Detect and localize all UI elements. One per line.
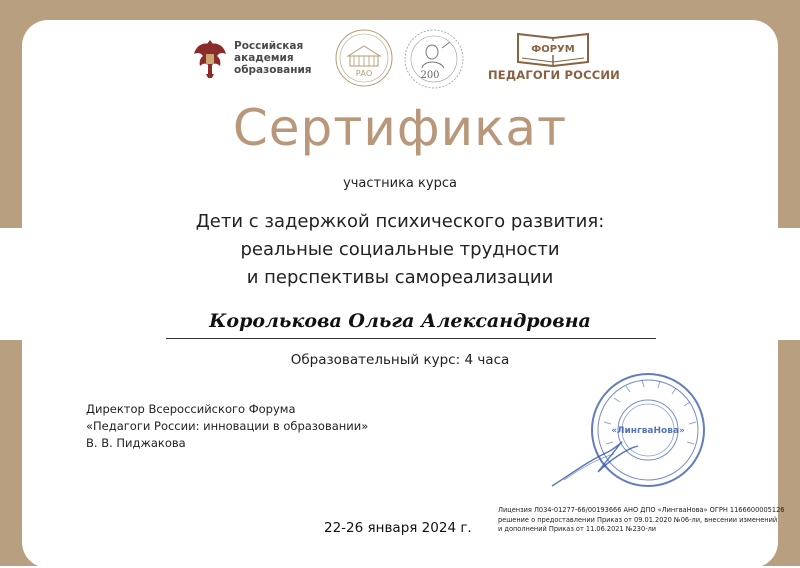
director-line1: Директор Всероссийского Форума [86,402,296,416]
forum-logo [484,30,624,84]
license-line2: решение о предоставлении Приказ от 09.01.2020 №06-ли, внесении изменений [498,515,778,524]
rao-logo-text: РАО [355,69,373,78]
course-title-line2: реальные социальные трудности [240,239,560,260]
ras-logo-line1: Российская [234,40,304,52]
eagle-emblem-icon [192,36,228,80]
course-hours: Образовательный курс: 4 часа [290,352,510,368]
certificate-date: 22-26 января 2024 г. [324,520,472,536]
forum-book-text: ФОРУМ [531,44,575,55]
name-underline [166,338,656,339]
certificate-card [22,20,785,568]
anniversary-logo-text: 200 [420,70,440,81]
forum-logo-label: ПЕДАГОГИ РОССИИ [487,68,620,82]
rao-logo [334,28,394,88]
certificate-title: Сертификат [232,99,568,157]
course-title [22,208,778,292]
anniversary-portrait-icon [402,28,466,90]
stamp-icon [544,368,724,498]
forum-book-icon [514,30,592,68]
course-title-line1: Дети с задержкой психического развития: [195,211,605,232]
stamp-center-text: «ЛингваНова» [611,426,685,436]
participant-name: Королькова Ольга Александровна [209,310,591,332]
director-line2: «Педагоги России: инновации в образовании» [86,419,369,433]
director-name: В. В. Пиджакова [86,436,186,450]
license-info [498,506,785,535]
director-signature-block [86,401,368,452]
ras-logo [192,34,322,82]
rao-building-icon [334,28,394,88]
license-line1: Лицензия Л034-01277-66/00193666 АНО ДПО «ЛингваНова» ОГРН 1166600005126 [498,506,785,514]
anniversary-logo [402,28,466,90]
certificate-subtitle: участника курса [343,176,457,191]
ras-logo-line2: академия [234,52,294,64]
license-line3: и дополнений Приказ от 11.06.2021 №230-ли [498,525,657,533]
ras-logo-line3: образования [234,64,312,76]
course-title-line3: и перспективы самореализации [246,267,554,288]
